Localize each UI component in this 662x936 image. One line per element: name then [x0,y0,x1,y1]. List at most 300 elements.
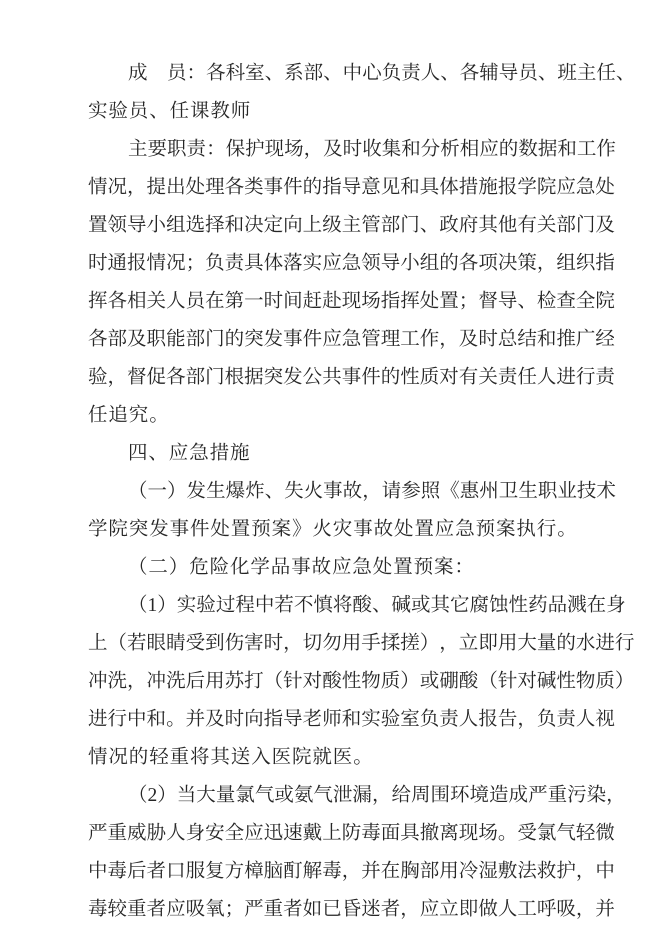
glyph: 药 [528,595,548,616]
glyph: 后 [185,671,206,692]
line-indent [88,777,128,815]
glyph: 及 [458,329,479,350]
glyph: （ [128,481,148,502]
glyph: 处 [595,177,615,198]
glyph: 和 [400,177,420,198]
glyph: 上 [322,823,342,844]
glyph: 发 [186,481,207,502]
glyph: 到 [205,633,225,654]
glyph: 解 [302,861,323,882]
glyph: 人 [420,63,441,84]
document-line [88,283,615,321]
glyph: 州 [479,481,499,502]
glyph: 管 [361,215,381,236]
glyph: 体 [439,177,459,198]
glyph: 各 [166,367,186,388]
glyph: 搓 [400,633,420,654]
document-line [88,663,635,701]
glyph: 全 [575,291,596,312]
glyph: 胁 [146,823,167,844]
glyph: 周 [410,785,431,806]
glyph: ） [167,481,187,502]
glyph: 学 [517,177,537,198]
glyph: （ [107,633,128,654]
glyph: 并 [595,899,615,920]
glyph: ， [517,709,537,730]
glyph: 和 [536,329,557,350]
document-text-body [88,55,636,929]
glyph: 和 [146,709,167,730]
glyph: 及 [127,329,147,350]
glyph: 即 [478,633,498,654]
glyph: 护 [556,861,576,882]
glyph: 戴 [302,823,323,844]
glyph: 员 [167,63,187,84]
document-line: 四、应急措施 [128,443,251,464]
glyph: 成 [508,785,529,806]
document-line: 任追究。 [88,405,170,426]
glyph: 时 [224,709,245,730]
glyph: 上 [302,215,323,236]
glyph: 微 [595,823,615,844]
glyph: 重 [127,899,147,920]
glyph: 辅 [479,63,499,84]
glyph: 吸 [185,899,206,920]
glyph: 冲 [88,671,108,692]
glyph: 照 [420,481,441,502]
glyph: 请 [381,481,402,502]
glyph: 责 [401,63,421,84]
glyph: ， [362,481,382,502]
glyph: 救 [536,861,557,882]
glyph: （ [478,671,498,692]
glyph: 量 [215,785,236,806]
document-line [88,245,615,283]
glyph: 洗 [166,671,186,692]
glyph: 组 [166,215,186,236]
glyph: 定 [263,215,284,236]
glyph: 意 [361,177,381,198]
glyph: 立 [458,633,479,654]
glyph: 负 [419,709,440,730]
glyph: 组 [556,253,576,274]
glyph: 有 [517,215,537,236]
glyph: 视 [595,709,615,730]
glyph: 毒 [88,899,108,920]
document-line: 情况的轻重将其送入医院就医。 [88,747,374,768]
glyph: 氨 [293,785,314,806]
glyph: 突 [263,367,284,388]
glyph: 决 [497,253,518,274]
glyph: 气 [313,785,333,806]
glyph: 程 [235,595,255,616]
glyph: 、 [440,63,460,84]
glyph: 共 [322,367,342,388]
glyph: ， [439,329,459,350]
glyph: 。 [166,709,186,730]
glyph: 向 [283,215,303,236]
glyph: 理 [380,329,401,350]
glyph: 落 [283,253,303,274]
glyph: 组 [419,253,440,274]
glyph: 事 [283,329,303,350]
line-indent [88,55,128,93]
glyph: 分 [420,139,441,160]
glyph: 酊 [283,861,303,882]
glyph: 并 [185,709,206,730]
glyph: 发 [263,329,284,350]
glyph: 性 [400,367,420,388]
glyph: 场 [284,139,304,160]
glyph: 查 [556,291,576,312]
glyph: 经 [595,329,615,350]
glyph: 泄 [332,785,353,806]
glyph: 部 [380,215,401,236]
glyph: 慎 [313,595,333,616]
glyph: 见 [380,177,401,198]
glyph: ） [400,671,420,692]
glyph: 事 [341,367,362,388]
document-line: （二）危险化学品事故应急处置预案： [128,557,475,578]
glyph: ， [107,367,128,388]
glyph: 现 [264,139,285,160]
glyph: 惠 [459,481,480,502]
glyph: 部 [185,329,206,350]
glyph: 部 [419,861,440,882]
glyph: 毒 [322,861,342,882]
glyph: 围 [430,785,450,806]
glyph: 织 [575,253,596,274]
glyph: 导 [497,291,518,312]
glyph: ， [341,861,362,882]
glyph: 《 [440,481,460,502]
glyph: 师 [322,709,342,730]
glyph: 人 [536,367,557,388]
glyph: 实 [176,595,197,616]
glyph: 选 [185,215,206,236]
glyph: 硼 [439,671,459,692]
glyph: 中 [88,861,108,882]
glyph: 及 [205,709,225,730]
glyph: 工 [400,329,420,350]
glyph: 针 [497,671,518,692]
glyph: 保 [225,139,246,160]
glyph: 指 [595,253,615,274]
line-indent [88,473,128,511]
glyph: 重 [107,823,128,844]
glyph: 用 [439,861,459,882]
glyph: 毒 [107,861,128,882]
glyph: 指 [263,709,284,730]
glyph: 导 [498,63,519,84]
glyph: 手 [361,633,381,654]
glyph: 处 [419,291,440,312]
glyph: 导 [127,215,147,236]
glyph: 、 [615,63,636,84]
glyph: 冷 [458,861,479,882]
glyph: 中 [254,595,275,616]
glyph: 若 [274,595,294,616]
glyph: 质 [595,671,615,692]
document-line: 学院突发事件处置预案》火灾事故处置应急预案执行。 [88,519,578,540]
glyph: 环 [450,785,470,806]
glyph: 各 [459,63,480,84]
glyph: 重 [263,899,284,920]
glyph: 大 [517,633,537,654]
glyph: 负 [536,709,557,730]
glyph: 时 [342,139,363,160]
glyph: 参 [401,481,421,502]
glyph: 及 [595,215,615,236]
glyph: 出 [166,177,186,198]
glyph: 验 [380,709,401,730]
glyph: 各 [88,329,108,350]
document-line [88,321,615,359]
glyph: 作 [419,329,440,350]
glyph: 呼 [536,899,557,920]
glyph: 人 [458,709,479,730]
glyph: 负 [381,63,402,84]
glyph: 洗 [107,671,128,692]
glyph: 场 [361,291,381,312]
glyph: 突 [244,329,264,350]
glyph: 报 [497,177,518,198]
glyph: 、 [419,215,440,236]
glyph: 责 [186,139,207,160]
glyph: 腐 [469,595,490,616]
glyph: 护 [245,139,265,160]
glyph: 身 [606,595,626,616]
glyph: 湿 [478,861,498,882]
glyph: 责 [595,367,615,388]
glyph: 溅 [567,595,587,616]
glyph: 门 [400,215,420,236]
glyph: ； [185,253,206,274]
glyph: 根 [224,367,245,388]
glyph: 和 [557,139,577,160]
glyph: ， [371,785,392,806]
glyph: 部 [185,367,206,388]
glyph: 水 [575,633,596,654]
glyph: 况 [166,253,186,274]
glyph: 应 [556,177,576,198]
glyph: 员 [185,291,206,312]
glyph: 部 [556,215,576,236]
document-line [88,587,626,625]
glyph: 中 [127,709,147,730]
glyph: 后 [127,861,147,882]
glyph: 苏 [224,671,245,692]
glyph: 策 [517,253,537,274]
glyph: 工 [576,139,597,160]
glyph: 关 [478,367,498,388]
glyph: 应 [244,823,264,844]
glyph: 用 [341,633,362,654]
glyph: 其 [478,215,498,236]
document-line [88,701,615,739]
glyph: 作 [596,139,616,160]
glyph: 不 [293,595,314,616]
glyph: 相 [127,291,147,312]
glyph: 威 [127,823,147,844]
glyph: 人 [575,709,596,730]
glyph: ） [419,633,440,654]
glyph: 处 [185,177,206,198]
glyph: 主 [576,63,597,84]
glyph: 故 [342,481,363,502]
glyph: 场 [478,823,498,844]
glyph: 管 [361,329,381,350]
glyph: 员 [518,63,538,84]
glyph: 具 [244,253,264,274]
glyph: 大 [196,785,216,806]
glyph: 府 [458,215,479,236]
glyph: 害 [244,633,264,654]
glyph: 责 [497,367,518,388]
glyph: 体 [263,253,284,274]
glyph: 揉 [380,633,401,654]
glyph: 收 [362,139,382,160]
glyph: 严 [528,785,548,806]
glyph: 用 [497,633,518,654]
glyph: 蚀 [489,595,509,616]
glyph: 过 [215,595,236,616]
glyph: 氧 [205,899,225,920]
glyph: 行 [575,367,596,388]
glyph: 理 [205,177,225,198]
glyph: 责 [224,253,245,274]
glyph: ， [439,633,459,654]
document-line [88,473,616,511]
glyph: 小 [400,253,420,274]
glyph: 酸 [322,671,342,692]
glyph: 院 [536,177,557,198]
glyph: 、 [537,63,558,84]
glyph: 生 [518,481,538,502]
glyph: 关 [536,215,557,236]
glyph: 切 [302,633,323,654]
glyph: 或 [419,671,440,692]
glyph: 时 [478,329,498,350]
glyph: 主 [128,139,148,160]
glyph: 漏 [352,785,372,806]
glyph: 择 [205,215,225,236]
glyph: 级 [322,215,342,236]
glyph: 验 [88,367,108,388]
glyph: 时 [263,291,284,312]
glyph: 做 [478,899,498,920]
glyph: 老 [302,709,323,730]
glyph: （ [128,785,148,806]
glyph: 职 [537,481,558,502]
glyph: 、 [264,481,285,502]
glyph: ， [606,785,626,806]
glyph: 碱 [391,595,411,616]
glyph: 已 [322,899,342,920]
glyph: 件 [283,177,303,198]
glyph: 系 [284,63,304,84]
glyph: 中 [342,63,363,84]
glyph: 安 [205,823,225,844]
glyph: 督 [127,367,147,388]
glyph: 对 [439,367,459,388]
glyph: 据 [537,139,558,160]
glyph: 急 [341,253,362,274]
glyph: 验 [196,595,216,616]
glyph: 任 [517,367,537,388]
glyph: 、 [264,63,285,84]
glyph: 督 [478,291,498,312]
document-line [88,777,626,815]
glyph: 科 [225,63,246,84]
glyph: 物 [361,671,381,692]
glyph: ， [400,899,420,920]
glyph: 在 [586,595,607,616]
glyph: 广 [575,329,596,350]
glyph: 各 [224,177,245,198]
glyph: 职 [167,139,187,160]
glyph: ； [224,899,245,920]
glyph: 者 [146,861,167,882]
glyph: 速 [283,823,303,844]
glyph: 行 [107,709,128,730]
glyph: 负 [205,253,225,274]
glyph: 实 [361,709,381,730]
glyph: 的 [302,177,323,198]
glyph: 服 [185,861,206,882]
glyph: 火 [303,481,324,502]
glyph: 公 [302,367,323,388]
glyph: 酸 [352,595,372,616]
document-line [88,891,615,929]
glyph: 能 [166,329,186,350]
glyph: 决 [244,215,264,236]
glyph: 进 [595,633,615,654]
glyph: 院 [595,291,615,312]
glyph: 伤 [224,633,245,654]
glyph: 一 [147,481,168,502]
glyph: ， [303,139,324,160]
glyph: 情 [88,177,108,198]
glyph: 炸 [245,481,265,502]
glyph: 检 [536,291,557,312]
glyph: 责 [439,709,459,730]
glyph: 当 [176,785,197,806]
glyph: 措 [458,177,479,198]
glyph: 指 [322,177,342,198]
glyph: ， [283,633,303,654]
glyph: 成 [128,63,148,84]
glyph: 关 [146,291,167,312]
glyph: 吸 [556,899,576,920]
glyph: 有 [458,367,479,388]
glyph: 身 [185,823,206,844]
glyph: ， [536,253,557,274]
glyph: 实 [302,253,323,274]
glyph: 的 [498,139,519,160]
document-line [88,625,635,663]
glyph: 在 [380,861,401,882]
glyph: 严 [244,899,264,920]
glyph: 第 [224,291,245,312]
glyph: 面 [380,823,401,844]
glyph: 推 [556,329,576,350]
glyph: 迅 [263,823,284,844]
glyph: 数 [518,139,538,160]
glyph: 量 [536,633,557,654]
glyph: 它 [450,595,470,616]
glyph: 促 [146,367,167,388]
